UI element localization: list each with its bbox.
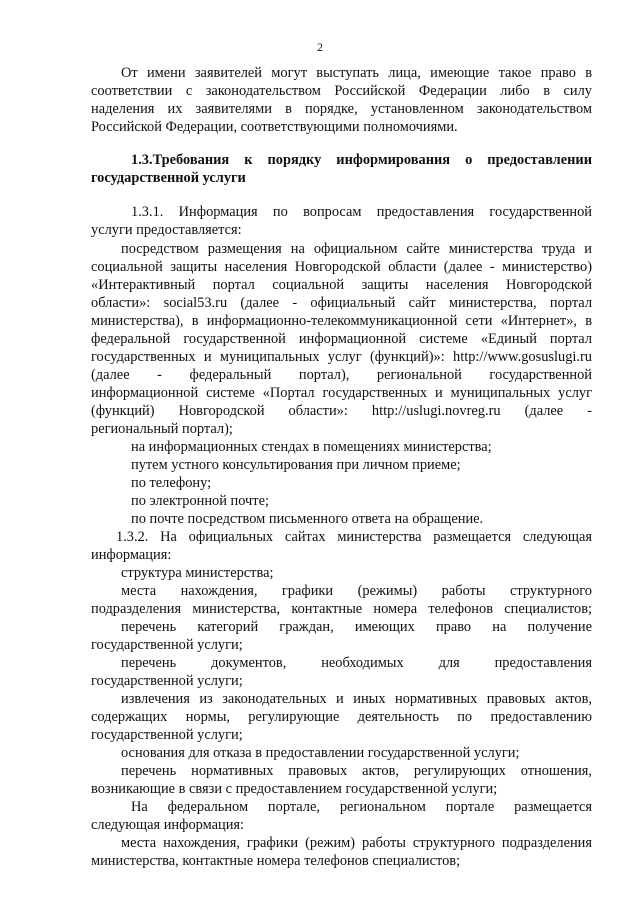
list-item: места нахождения, графики (режим) работы структурного подразделения [121,835,592,851]
text-line: государственных и муниципальных услуг (функций)»: http://www.gosuslugi.ru [91,349,592,365]
list-item: по телефону; [131,475,212,491]
text-line: От имени заявителей могут выступать лица, имеющие такое право в [121,65,592,81]
text-line: информационной системе «Портал государственных и муниципальных услуг [91,385,592,401]
text-line: региональный портал); [91,421,233,437]
text-line: «Интерактивный портал социальной защиты населения Новгородской [91,277,592,293]
text-line: (функций) Новгородской области»: http://uslugi.novreg.ru (далее - [91,403,592,419]
text-line: государственной услуги; [91,673,243,689]
text-line: Российской Федерации, соответствующими полномочиями. [91,119,458,135]
text-line: подразделения министерства, контактные номера телефонов специалистов; [91,601,592,617]
list-item: извлечения из законодательных и иных нормативных правовых актов, [121,691,592,707]
text-line: На федеральном портале, региональном портале размещается [131,799,592,815]
text-line: наделения их заявителями в порядке, установленном законодательством [91,101,592,117]
text-line: государственной услуги; [91,637,243,653]
text-line: министерства, контактные номера телефонов специалистов; [91,853,461,869]
text-line: информация: [91,547,172,563]
list-item: структура министерства; [121,565,274,581]
text-line: федеральной государственной информационной системе «Единый портал [91,331,592,347]
text-line: министерства), в информационно-телекоммуникационной сети «Интернет», в [91,313,592,329]
text-line: 1.3.2. На официальных сайтах министерства размещается следующая [116,529,592,545]
text-line: области»: social53.ru (далее - официальный сайт министерства, портал [91,295,592,311]
text-line: государственной услуги; [91,727,243,743]
text-line: (далее - федеральный портал), региональной государственной [91,367,592,383]
text-line: следующая информация: [91,817,245,833]
list-item: на информационных стендах в помещениях министерства; [131,439,492,455]
list-item: перечень документов, необходимых для предоставления [121,655,592,671]
section-heading: 1.3.Требования к порядку информирования о предоставлении [131,152,592,168]
list-item: основания для отказа в предоставлении государственной услуги; [121,745,520,761]
text-line: социальной защиты населения Новгородской области (далее - министерство) [91,259,592,275]
text-line: содержащих нормы, регулирующие деятельность по предоставлению [91,709,592,725]
text-line: возникающие в связи с предоставлением государственной услуги; [91,781,498,797]
page-number: 2 [317,40,323,54]
list-item: перечень категорий граждан, имеющих право на получение [121,619,592,635]
text-line: соответствии с законодательством Российской Федерации либо в силу [91,83,592,99]
list-item: по электронной почте; [131,493,269,509]
list-item: путем устного консультирования при личном приеме; [131,457,461,473]
list-item: места нахождения, графики (режимы) работы структурного [121,583,592,599]
text-line: 1.3.1. Информация по вопросам предоставления государственной [131,204,592,220]
list-item: перечень нормативных правовых актов, регулирующих отношения, [121,763,592,779]
section-heading: государственной услуги [91,170,246,186]
text-line: услуги предоставляется: [91,222,242,238]
list-item: по почте посредством письменного ответа на обращение. [131,511,484,527]
text-line: посредством размещения на официальном сайте министерства труда и [121,241,592,257]
